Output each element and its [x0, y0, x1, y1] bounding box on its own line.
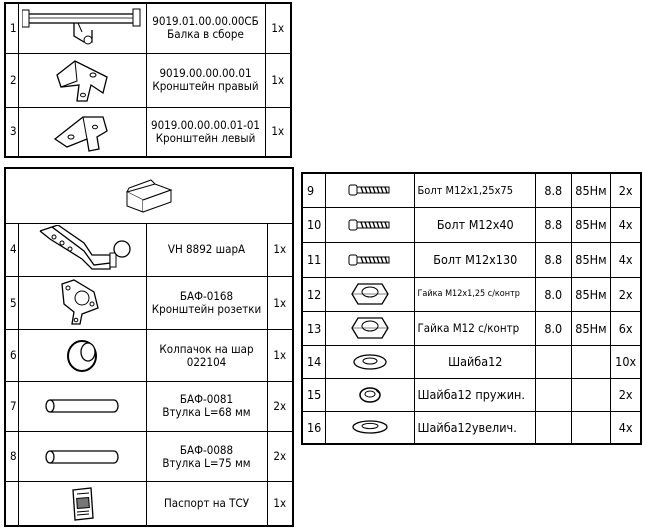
part-description	[146, 3, 265, 53]
part-description	[146, 330, 267, 381]
table-row	[5, 107, 291, 157]
quantity: 4x	[611, 242, 641, 277]
row-number: 3	[5, 107, 18, 157]
quantity: 1x	[267, 330, 293, 381]
sleeve-icon	[18, 381, 146, 431]
row-number: 16	[302, 411, 326, 444]
part-name: Гайка М12 с/контр	[415, 311, 536, 345]
part-name: VH 8892 шарA	[167, 242, 246, 257]
part-name: Втулка L=75 мм	[162, 455, 251, 470]
table-row	[5, 168, 293, 223]
table-row	[302, 277, 641, 311]
part-name: Кронштейн правый	[152, 79, 259, 93]
part-description	[146, 431, 267, 481]
quantity: 4x	[611, 411, 641, 444]
bolt-icon	[326, 207, 415, 242]
wide-washer-icon	[326, 411, 415, 444]
part-name: Болт М12х40	[415, 207, 536, 242]
torque: 85Нм	[571, 207, 611, 242]
left-bracket-icon	[18, 107, 146, 157]
kit-parts-table	[4, 167, 294, 527]
part-code: 9019.01.00.00.00СБ	[152, 14, 259, 29]
torque: 85Нм	[571, 277, 611, 311]
torque: 85Нм	[571, 242, 611, 277]
part-name: Втулка L=68 мм	[162, 405, 251, 420]
part-description	[146, 381, 267, 431]
part-code: 9019.00.00.00.01	[159, 66, 252, 80]
strength-grade	[536, 411, 572, 444]
table-row	[5, 482, 293, 526]
strength-grade: 8.8	[536, 173, 572, 207]
strength-grade: 8.0	[536, 311, 572, 345]
quantity: 1x	[267, 277, 293, 330]
part-description	[146, 277, 267, 330]
row-number: 11	[302, 242, 326, 277]
bolt-icon	[326, 173, 415, 207]
row-number: 12	[302, 277, 326, 311]
spring-washer-icon	[326, 378, 415, 411]
quantity: 10x	[611, 345, 641, 378]
table-row	[302, 207, 641, 242]
nut-icon	[326, 311, 415, 345]
washer-icon	[326, 345, 415, 378]
row-number: 15	[302, 378, 326, 411]
part-name: Шайба12 пружин.	[415, 378, 536, 411]
part-name: Гайка М12х1,25 с/контр	[415, 277, 536, 311]
part-code: 9019.00.00.00.01-01	[150, 117, 260, 132]
part-description	[146, 53, 265, 107]
table-row	[5, 3, 291, 53]
quantity: 1x	[265, 3, 291, 53]
bolt-icon	[326, 242, 415, 277]
strength-grade	[536, 378, 572, 411]
table-row	[5, 431, 293, 481]
row-number: 14	[302, 345, 326, 378]
row-number: 8	[5, 431, 18, 481]
table-row	[302, 378, 641, 411]
torque: 85Нм	[571, 173, 611, 207]
row-number: 10	[302, 207, 326, 242]
quantity: 1x	[267, 223, 293, 276]
quantity: 1x	[265, 107, 291, 157]
quantity: 2x	[267, 381, 293, 431]
part-name: Шайба12	[415, 345, 536, 378]
quantity: 4x	[611, 207, 641, 242]
nut-icon	[326, 277, 415, 311]
table-row	[5, 223, 293, 276]
part-description	[146, 107, 265, 157]
part-name: Колпачок на шар	[159, 341, 254, 356]
table-row	[5, 330, 293, 381]
strength-grade: 8.8	[536, 207, 572, 242]
row-number: 13	[302, 311, 326, 345]
strength-grade	[536, 345, 572, 378]
sleeve-icon	[18, 431, 146, 481]
passport-icon	[18, 482, 146, 526]
strength-grade: 8.8	[536, 242, 572, 277]
quantity: 2x	[611, 378, 641, 411]
row-number: 6	[5, 330, 18, 381]
row-number: 7	[5, 381, 18, 431]
row-number	[5, 482, 18, 526]
quantity: 2x	[611, 173, 641, 207]
part-name: Кронштейн розетки	[151, 302, 262, 317]
part-code: БАФ-0168	[179, 289, 234, 304]
table-row	[5, 53, 291, 107]
fasteners-table	[301, 172, 642, 445]
quantity: 6x	[611, 311, 641, 345]
row-number: 9	[302, 173, 326, 207]
table-row	[302, 173, 641, 207]
part-code: БАФ-0081	[179, 392, 234, 407]
row-number: 2	[5, 53, 18, 107]
part-name: Балка в сборе	[167, 27, 244, 42]
assembly-parts-table	[4, 2, 292, 158]
quantity: 2x	[611, 277, 641, 311]
quantity: 1x	[267, 482, 293, 526]
part-name: Шайба12увелич.	[415, 411, 536, 444]
socket-bracket-icon	[18, 277, 146, 330]
row-number: 1	[5, 3, 18, 53]
beam-assembly-icon	[18, 3, 146, 53]
torque: 85Нм	[571, 311, 611, 345]
row-number: 4	[5, 223, 18, 276]
quantity: 2x	[267, 431, 293, 481]
part-name: Болт М12х1,25х75	[415, 173, 536, 207]
ball-hook-icon	[18, 223, 146, 276]
table-row	[5, 277, 293, 330]
table-row	[302, 242, 641, 277]
table-row	[302, 345, 641, 378]
part-description	[146, 482, 267, 526]
part-code: 022104	[186, 354, 227, 369]
part-description	[146, 223, 267, 276]
torque	[571, 345, 611, 378]
torque	[571, 378, 611, 411]
part-name: Паспорт на ТСУ	[163, 496, 250, 511]
part-name: Болт М12х130	[415, 242, 536, 277]
quantity: 1x	[265, 53, 291, 107]
table-row	[302, 411, 641, 444]
right-bracket-icon	[18, 53, 146, 107]
part-name: Кронштейн левый	[155, 130, 256, 145]
strength-grade: 8.0	[536, 277, 572, 311]
row-number: 5	[5, 277, 18, 330]
table-row	[302, 311, 641, 345]
box-icon	[5, 168, 293, 223]
torque	[571, 411, 611, 444]
ball-cap-icon	[18, 330, 146, 381]
part-code: БАФ-0088	[179, 442, 234, 457]
table-row	[5, 381, 293, 431]
